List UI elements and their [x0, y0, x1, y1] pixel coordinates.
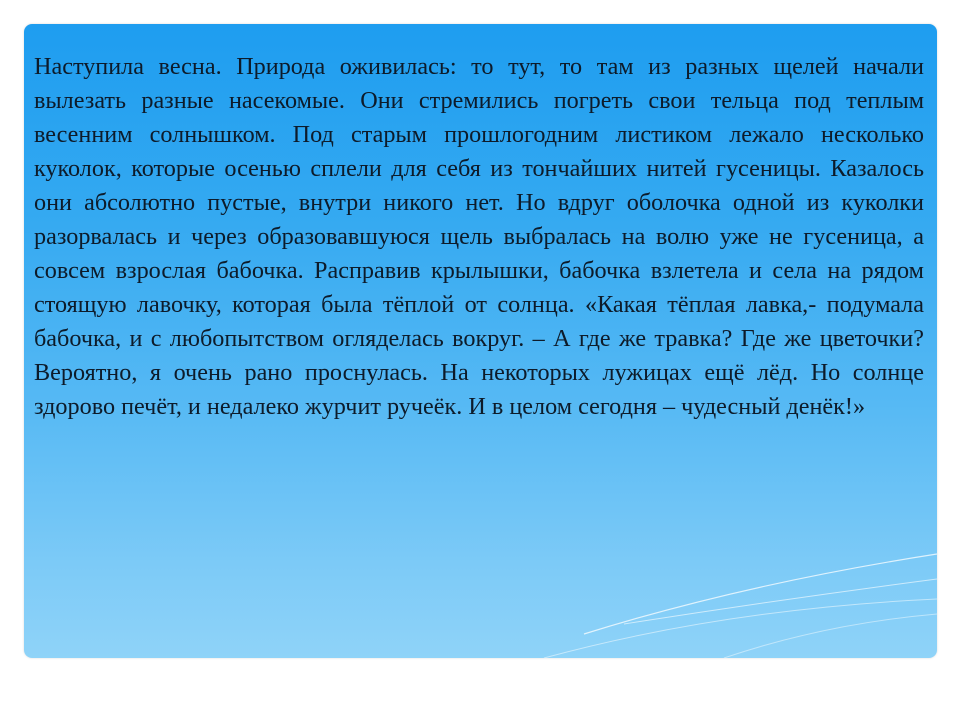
slide-panel	[24, 24, 937, 658]
story-paragraph: Наступила весна. Природа оживилась: то тут, то там из разных щелей начали вылезать разные насекомые. Они стремились погреть свои тельца под теплым весенним солнышком. Под старым прошлогодним листиком лежало несколько куколок, которые осенью сплели для себя из тончайших нитей гусеницы. Казалось они абсолютно пустые, внутри никого нет. Но вдруг оболочка одной из куколки разорвалась и через образовавшуюся щель выбралась на волю уже не гусеница, а совсем взрослая бабочка. Расправив крылышки, бабочка взлетела и села на рядом стоящую лавочку, которая была тёплой от солнца. «Какая тёплая лавка,- подумала бабочка, и с любопытством огляделась вокруг. – А где же травка? Где же цветочки? Вероятно, я очень рано проснулась. На некоторых лужицах ещё лёд. Но солнце здорово печёт, и недалеко журчит ручеёк. И в целом сегодня – чудесный денёк!»	[34, 53, 924, 420]
